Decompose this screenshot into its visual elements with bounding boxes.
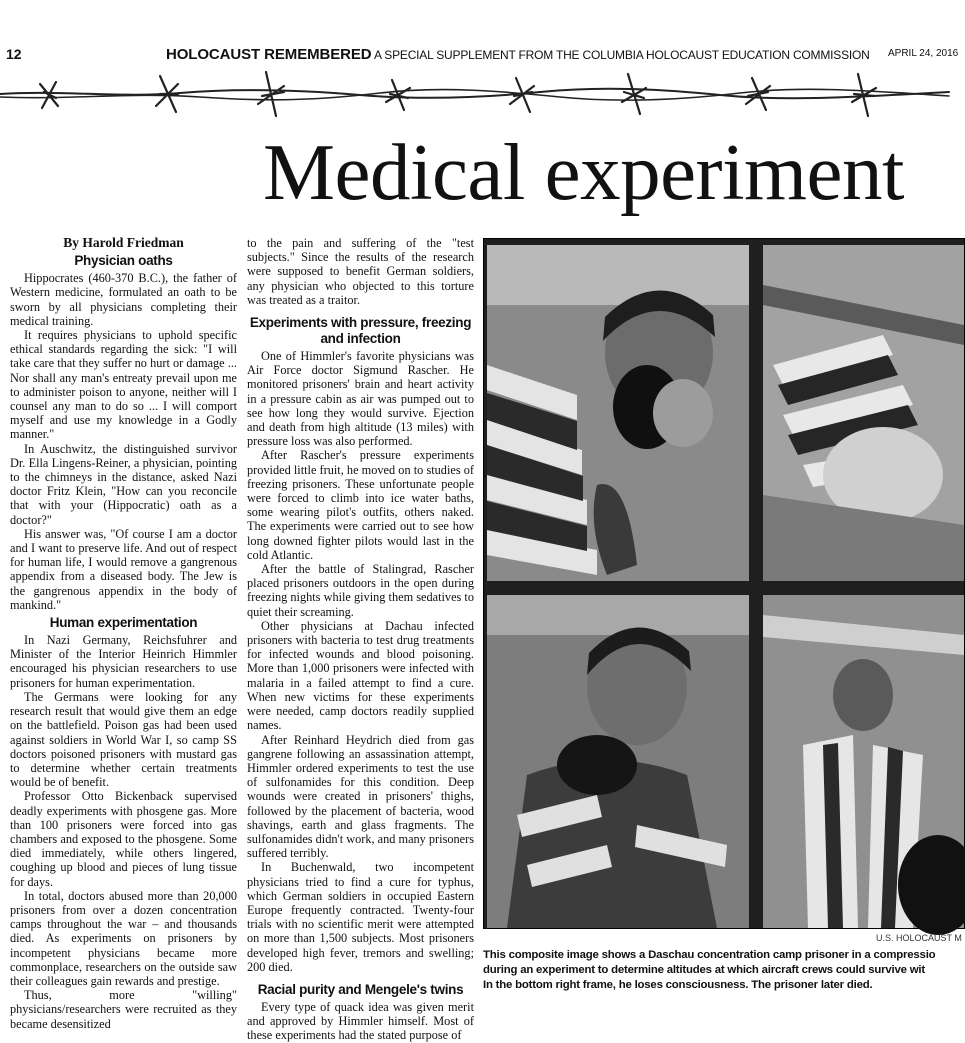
photo-caption [483, 948, 953, 993]
paragraph: The Germans were looking for any research result that would give them an edge on the battlefield. Poison gas had been used against soldiers in World War I, so camp SS doctors poisoned prisoners with mustard gas to determine whether certain treatments would be of benefit. [10, 689, 237, 790]
paragraph: to the pain and suffering of the "test subjects." Since the results of the research were supposed to benefit German soldiers, any physician who objected to this torture was treated as a traitor. [247, 236, 474, 307]
photo-frame-top-left [487, 245, 749, 581]
article-column-1 [10, 236, 237, 1031]
caption-line: In the bottom right frame, he loses consciousness. The prisoner later died. [483, 979, 873, 991]
paragraph: Professor Otto Bickenback supervised deadly experiments with phosgene gas. More than 100 prisoners were forced into gas chambers and exposed to the phosgene. Some died immediately, while others lingered, coughing up blood and pieces of lung tissue for days. [10, 789, 237, 889]
issue-date: APRIL 24, 2016 [888, 48, 959, 59]
paragraph: In Buchenwald, two incompetent physicians tried to find a cure for typhus, which German soldiers in occupied Eastern Europe frequently contracted. Twenty-four trials with no scientific merit were attempted on more than 1,500 subjects. Most prisoners developed high fever, tremors and swelling; 200 died. [247, 860, 474, 974]
paragraph: After Rascher's pressure experiments provided little fruit, he moved on to studies of freezing prisoners. These unfortunate people were forced to climb into ice water baths, some wearing pilot's outfits, others naked. The experiments were carried out to see how long downed fighter pilots would last in the cold Atlantic. [247, 448, 474, 562]
paragraph: Every type of quack idea was given merit and approved by Himmler himself. Most of these experiments had the stated purpose of [247, 999, 474, 1043]
subhead-pressure-freezing-infection: Experiments with pressure, freezing and infection [249, 315, 472, 347]
composite-photo [483, 238, 965, 929]
supplement-subtitle: A SPECIAL SUPPLEMENT FROM THE COLUMBIA HOLOCAUST EDUCATION COMMISSION [374, 48, 870, 62]
caption-line: This composite image shows a Daschau concentration camp prisoner in a compressio [483, 949, 936, 961]
paragraph: In Nazi Germany, Reichsfuhrer and Minister of the Interior Heinrich Himmler encouraged his physician researchers to use prisoners for human experimentation. [10, 633, 237, 690]
paragraph: Other physicians at Dachau infected prisoners with bacteria to test drug treatments for infected wounds and blood poisoning. More than 1,000 prisoners were infected with malaria in a failed attempt to find a cure. When new victims for these experiments were needed, camp doctors readily supplied names. [247, 618, 474, 733]
paragraph: After Reinhard Heydrich died from gas gangrene following an assassination attempt, Himmler ordered experiments to test the use of sulfonamides for this condition. Deep wounds were created in prisoners' thighs, followed by the placement of bacteria, wood shavings, earth and glass fragments. The sulfonamides didn't work, and many prisoners suffered terribly. [247, 732, 474, 861]
subhead-human-experimentation: Human experimentation [49, 615, 198, 631]
paragraph: In total, doctors abused more than 20,000 prisoners from over a dozen concentration camps throughout the war – and thousands died. As experiments on prisoners by incompetent physicians became more commonplace, researchers on the outside saw their colleagues gain rewards and prestige. [10, 888, 237, 988]
subhead-racial-purity: Racial purity and Mengele's twins [257, 981, 464, 997]
paragraph: It requires physicians to uphold specific ethical standards regarding the sick: "I will take care that they suffer no hurt or damage ... Nor shall any man's entreaty prevail upon me to administer poison to anyone, neither will I counsel any man to do so ... I will comport myself and use my knowledge in a Godly manner." [10, 328, 237, 442]
paragraph: After the battle of Stalingrad, Rascher placed prisoners outdoors in the open during freezing nights while giving them sedatives to quiet their screaming. [247, 562, 474, 619]
paragraph: Hippocrates (460-370 B.C.), the father of Western medicine, formulated an oath to be sworn by all physicians completing their medical training. [10, 271, 237, 328]
byline: By Harold Friedman [63, 235, 184, 250]
caption-line: during an experiment to determine altitudes at which aircraft crews could survive wit [483, 964, 925, 976]
article-column-2 [247, 236, 474, 1043]
paragraph: In Auschwitz, the distinguished survivor Dr. Ella Lingens-Reiner, a physician, pointing to the chimneys in the distance, asked Nazi doctor Fritz Klein, "How can you reconcile that with your (Hippocratic) oath as a doctor?" [10, 441, 237, 527]
barbed-wire-decoration [0, 62, 949, 124]
photo-credit: U.S. HOLOCAUST M [876, 933, 962, 943]
subhead-physician-oaths: Physician oaths [74, 253, 173, 269]
page-number: 12 [6, 46, 22, 62]
paragraph: One of Himmler's favorite physicians was Air Force doctor Sigmund Rascher. He monitored prisoners' brain and heart activity in a pressure cabin as air was pumped out to see how long they would survive. Ejection and death from high altitude (13 miles) with pressure loss was also performed. [247, 349, 474, 449]
photo-frame-bottom-left [487, 595, 749, 928]
paragraph: Thus, more "willing" physicians/researchers were recruited as they became desensitized [10, 988, 237, 1031]
headline: Medical experiment [263, 127, 904, 217]
photo-frame-top-right [763, 245, 964, 581]
supplement-title: HOLOCAUST REMEMBERED [166, 46, 372, 63]
photo-frame-bottom-right [763, 595, 964, 928]
supplement-banner [166, 46, 870, 63]
paragraph: His answer was, "Of course I am a doctor and I want to preserve life. And out of respect for human life, I would remove a gangrenous appendix from a diseased body. The Jew is the gangrenous appendix in the body of mankind." [10, 526, 237, 612]
